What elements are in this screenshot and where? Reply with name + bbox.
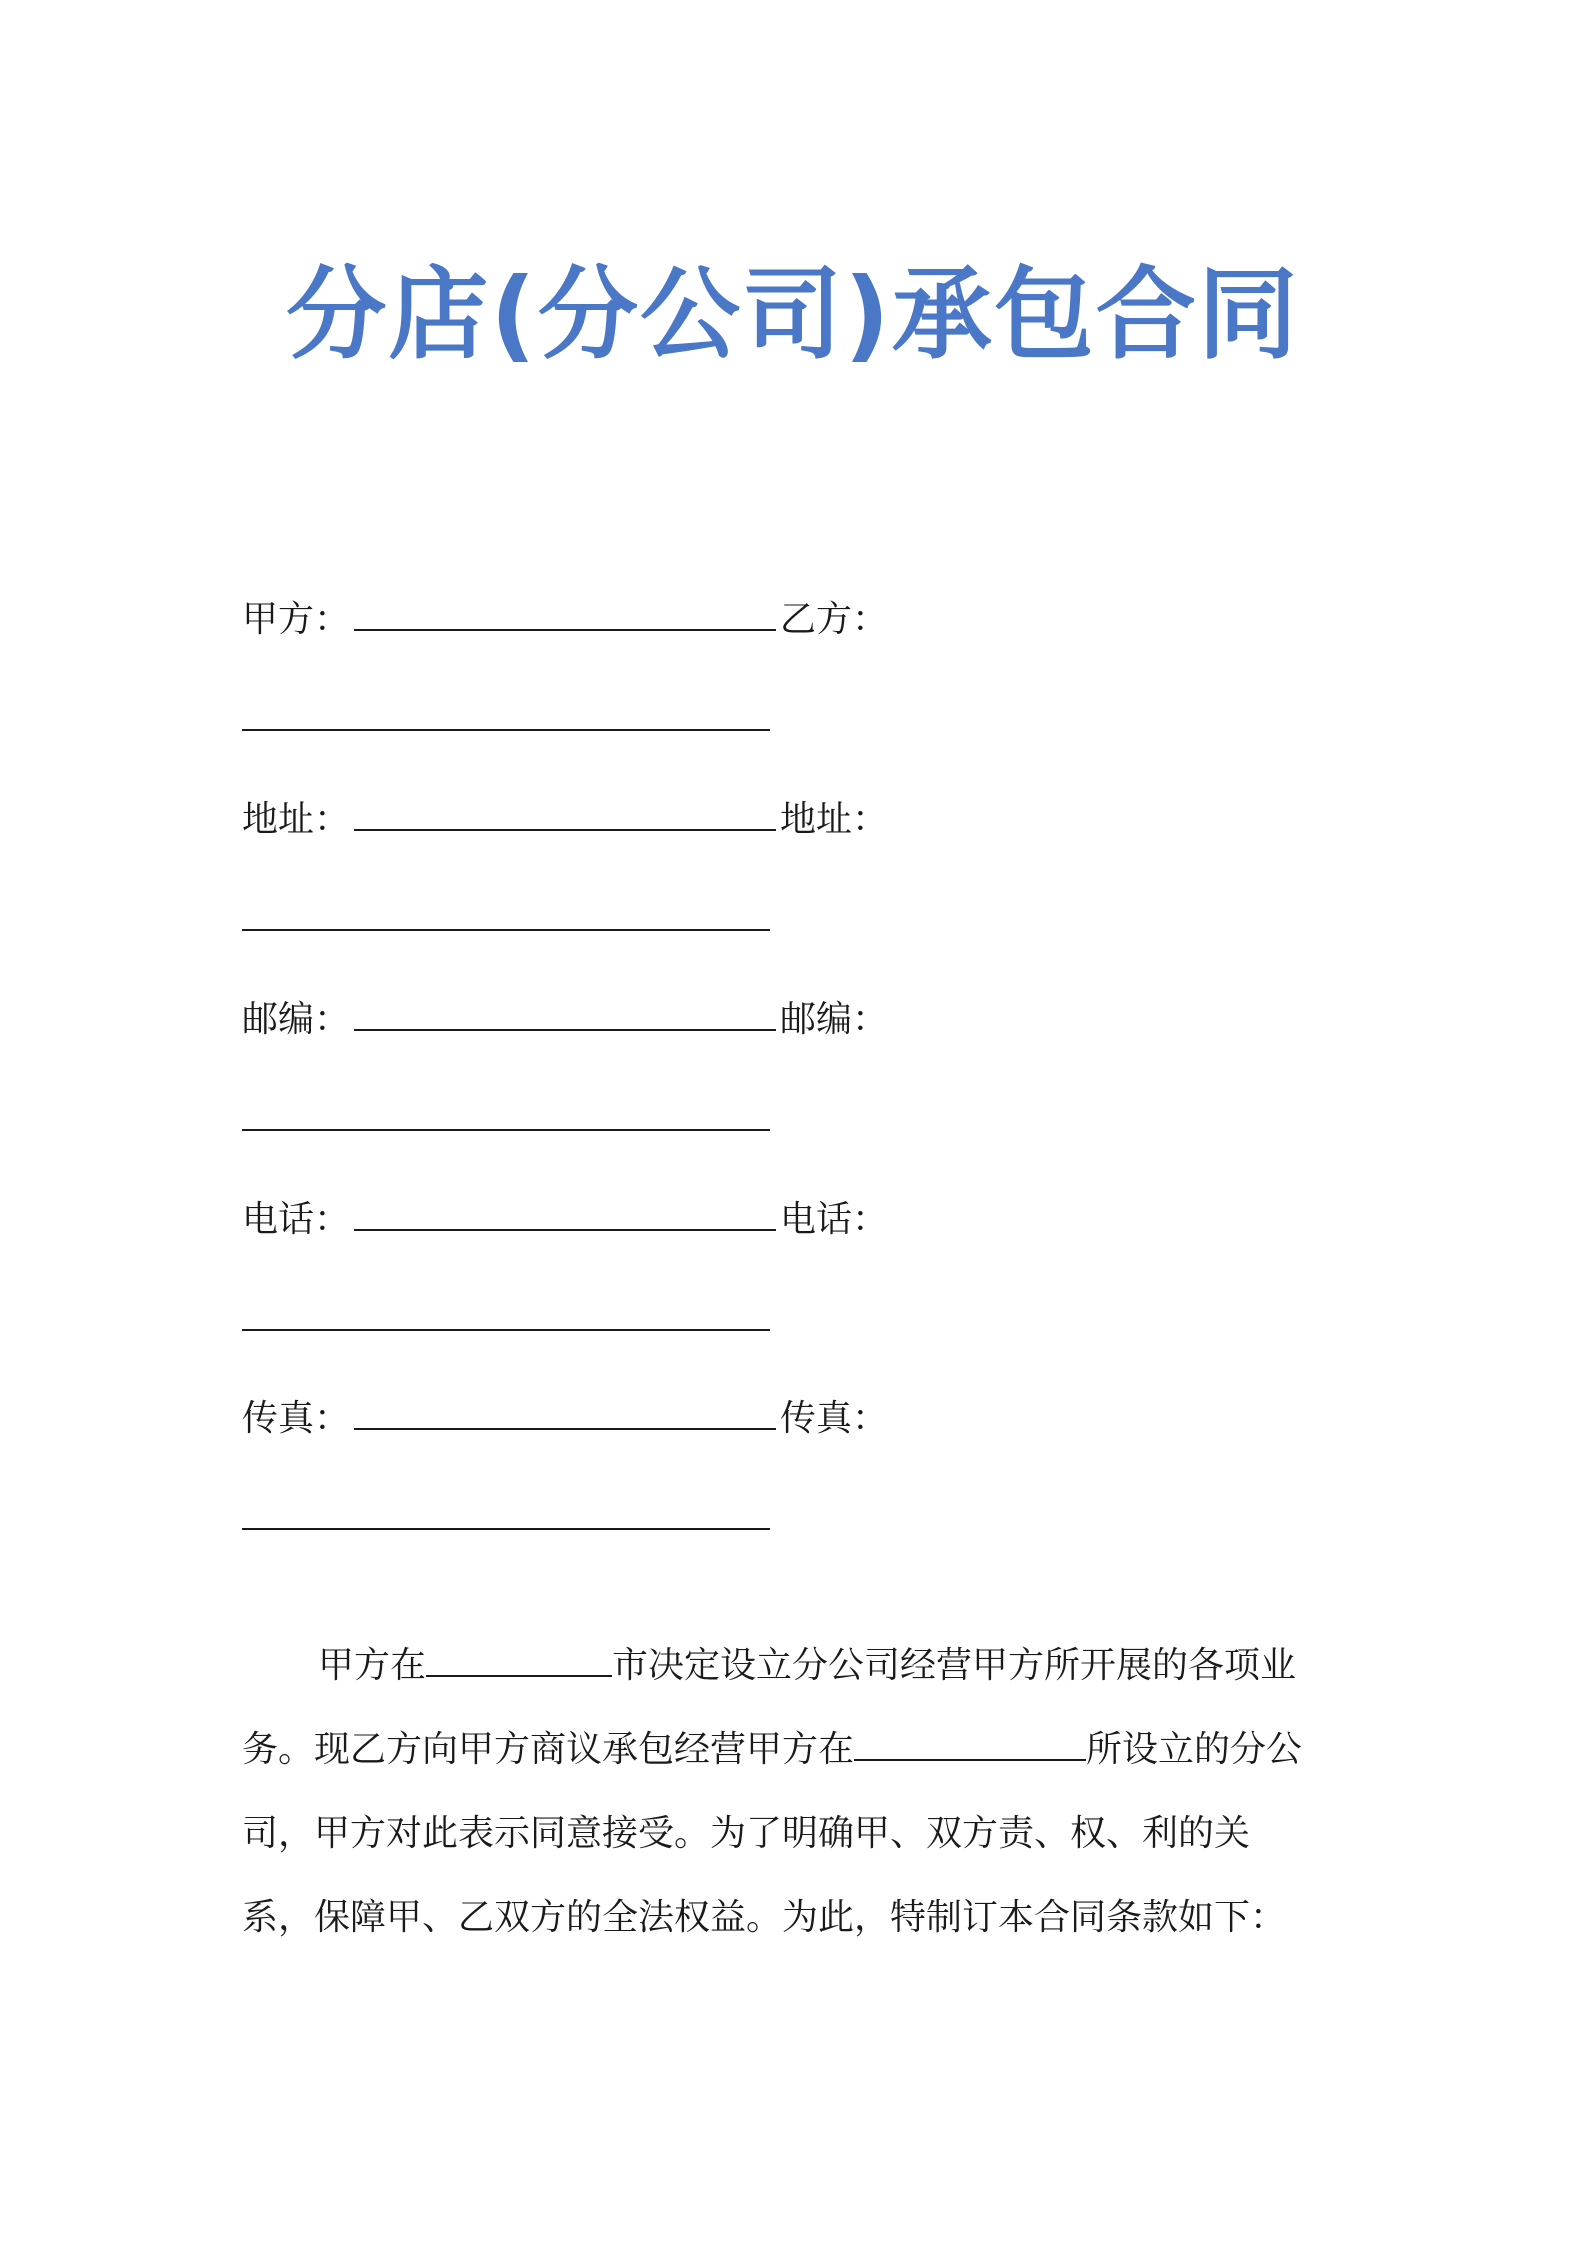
field-label-left: 传真： <box>242 1398 351 1439</box>
fill-in-blank[interactable] <box>242 1099 770 1131</box>
paragraph-text: 市决定设立分公司经营甲方所开展的各项业 <box>612 1645 1297 1686</box>
field-label-left: 电话： <box>242 1199 351 1240</box>
field-label-right: 电话： <box>780 1199 889 1240</box>
paragraph-line <box>242 1708 1342 1792</box>
field-label-right: 乙方： <box>780 599 889 640</box>
fill-in-blank[interactable] <box>354 1398 776 1430</box>
fill-in-blank[interactable] <box>354 599 776 631</box>
party-row-fax-blank <box>242 1497 770 1541</box>
party-row-postcode-blank <box>242 1098 770 1142</box>
paragraph-line: 司，甲方对此表示同意接受。为了明确甲、双方责、权、利的关 <box>242 1813 1251 1854</box>
paragraph-line <box>242 1624 1342 1708</box>
party-row-address <box>242 798 888 842</box>
party-row-phone-blank <box>242 1298 770 1342</box>
field-label-right: 传真： <box>780 1398 889 1439</box>
paragraph-text: 所设立的分公 <box>1086 1729 1303 1770</box>
fill-in-blank[interactable] <box>354 1199 776 1231</box>
party-row-jiafang <box>242 598 888 642</box>
field-label-right: 邮编： <box>780 999 889 1040</box>
field-label-right: 地址： <box>780 799 889 840</box>
party-row-address-blank <box>242 898 770 942</box>
party-row-yifang-blank <box>242 698 770 742</box>
fill-in-blank[interactable] <box>354 799 776 831</box>
party-row-fax <box>242 1397 888 1441</box>
field-label-left: 地址： <box>242 799 351 840</box>
fill-in-blank[interactable] <box>242 1498 770 1530</box>
party-row-phone <box>242 1198 888 1242</box>
field-label-left: 邮编： <box>242 999 351 1040</box>
fill-in-blank[interactable] <box>426 1645 612 1677</box>
fill-in-blank[interactable] <box>242 699 770 731</box>
paragraph-text: 甲方在 <box>318 1645 427 1686</box>
document-title: 分店(分公司)承包合同 <box>286 256 1300 373</box>
fill-in-blank[interactable] <box>242 899 770 931</box>
paragraph-line: 系，保障甲、乙双方的全法权益。为此，特制订本合同条款如下： <box>242 1897 1287 1938</box>
party-row-postcode <box>242 998 888 1042</box>
fill-in-blank[interactable] <box>242 1299 770 1331</box>
field-label-left: 甲方： <box>242 599 351 640</box>
paragraph-text: 务。现乙方向甲方商议承包经营甲方在 <box>242 1729 855 1770</box>
fill-in-blank[interactable] <box>354 999 776 1031</box>
fill-in-blank[interactable] <box>854 1729 1086 1761</box>
intro-paragraph <box>242 1624 1342 1960</box>
